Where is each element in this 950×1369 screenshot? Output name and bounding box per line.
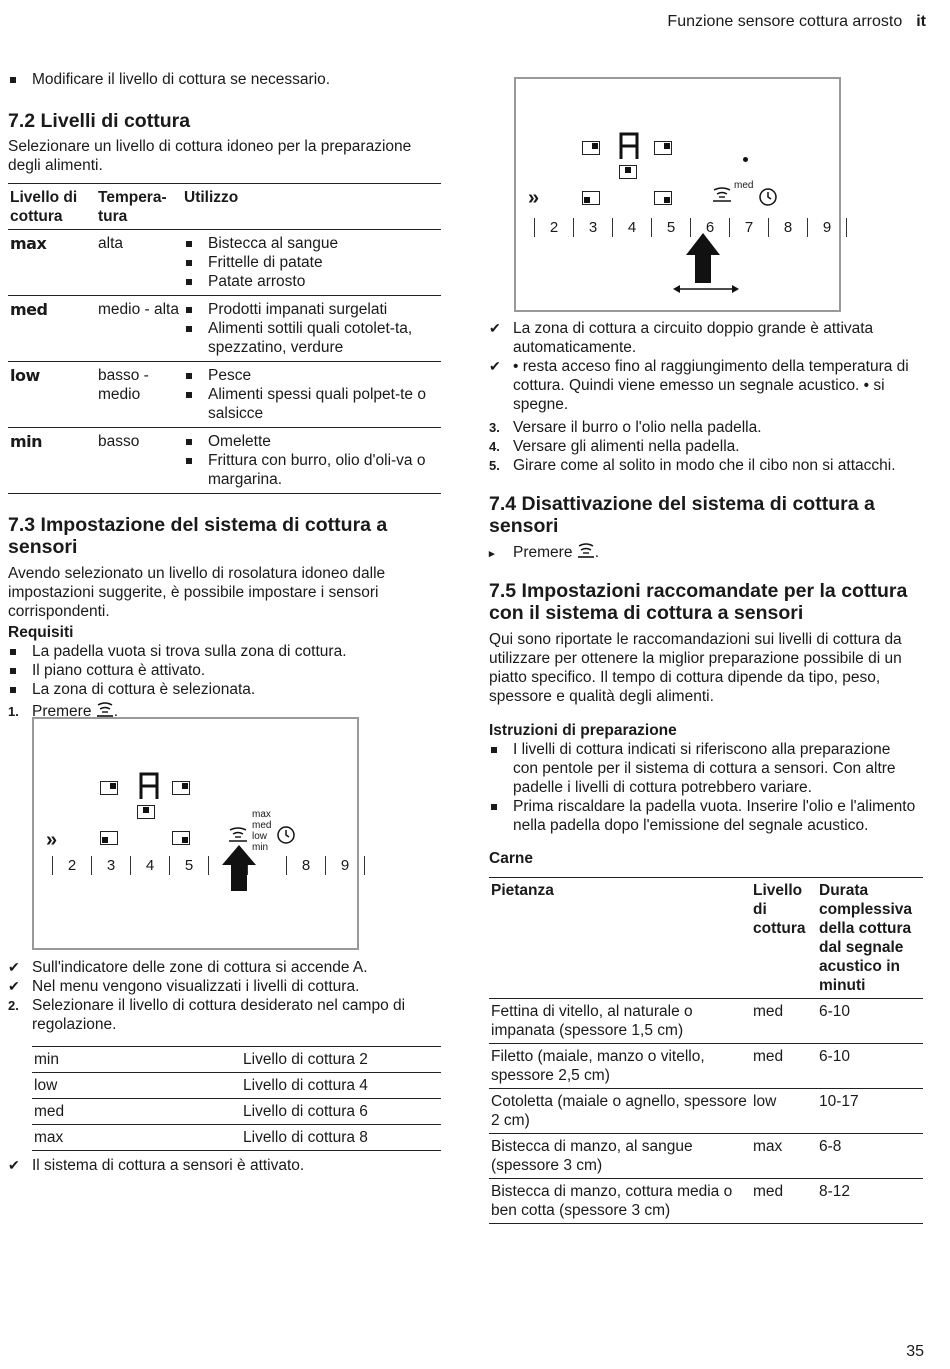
up-arrow-icon [684, 231, 722, 285]
result-item: ✔ • resta acceso fino al raggiungimento della temperatura di cottura. Quindi viene emesso un segnale acustico. • si spegne. [489, 358, 909, 413]
zone-indicator-icon [100, 831, 118, 845]
scale-step[interactable]: 5 [169, 856, 208, 875]
section-7-2-text: Selezionare un livello di cottura idoneo per la preparazione degli alimenti. [8, 138, 412, 174]
table-header-row: Livello di cottura Tempera-tura Utilizzo [8, 184, 441, 230]
table-row [8, 230, 441, 296]
scale-step[interactable]: 4 [130, 856, 169, 875]
sensor-cooking-icon [96, 702, 114, 718]
list-item: Alimenti spessi quali polpet-te o salsicce [184, 385, 441, 423]
zone-indicator-icon [619, 165, 637, 179]
header-lang: it [916, 13, 926, 30]
zone-indicator-icon [582, 141, 600, 155]
level-name: med [10, 300, 48, 319]
scale-step[interactable]: 2 [534, 218, 573, 237]
zone-indicator-icon [582, 191, 600, 205]
levels-table [8, 183, 441, 230]
scale-step[interactable]: 8 [768, 218, 807, 237]
scale-step[interactable]: 2 [52, 856, 91, 875]
indicator-dot-icon [743, 157, 748, 162]
result-item: ✔ Nel menu vengono visualizzati i livelli di cottura. [8, 978, 360, 995]
requirements-title: Requisiti [8, 624, 74, 641]
section-7-5-title: 7.5 Impostazioni raccomandate per la cottura con il sistema di cottura a sensori [489, 580, 908, 624]
scale-step[interactable]: 6 [690, 218, 729, 237]
header-title: Funzione sensore cottura arrosto [667, 13, 903, 30]
scale-step[interactable]: 9 [325, 856, 364, 875]
control-panel-diagram-1 [32, 717, 359, 950]
scale-step[interactable]: 7 [729, 218, 768, 237]
list-item: Patate arrosto [184, 272, 441, 291]
zone-indicator-icon [654, 141, 672, 155]
section-7-3-text: Avendo selezionato un livello di rosolatura idoneo dalle impostazioni suggerite, è possibile impostare i sensori corrispondenti. [8, 565, 386, 620]
section-7-4-title: 7.4 Disattivazione del sistema di cottura a sensori [489, 493, 875, 537]
list-item: Frittelle di patate [184, 253, 441, 272]
list-item: Pesce [184, 366, 441, 385]
temperature-cell: alta [98, 235, 123, 252]
level-menu: max med low min [252, 809, 272, 853]
section-7-2-title: 7.2 Livelli di cottura [8, 110, 191, 132]
list-item: Frittura con burro, olio d'oli-va o margarina. [184, 451, 441, 489]
level-name: max [10, 234, 47, 253]
section-7-3-title: 7.3 Impostazione del sistema di cottura a sensori [8, 514, 388, 558]
table-row [8, 362, 441, 428]
result-item: ✔ Sull'indicatore delle zone di cottura si accende A. [8, 959, 368, 976]
table-row [8, 428, 441, 494]
list-item: Il piano cottura è attivato. [8, 661, 440, 680]
prep-title: Istruzioni di preparazione [489, 722, 677, 739]
level-menu-med: med [734, 180, 754, 191]
table-row: Bistecca di manzo, cottura media o ben cotta (spessore 3 cm) med 8-12 [489, 1179, 923, 1224]
zone-indicator-icon [654, 191, 672, 205]
page-number: 35 [906, 1343, 924, 1360]
table-row: min Livello di cottura 2 [32, 1047, 441, 1073]
scale-step[interactable]: 4 [612, 218, 651, 237]
temperature-cell: medio - alta [98, 301, 179, 318]
zone-indicator-icon [172, 781, 190, 795]
scale-step[interactable]: 5 [651, 218, 690, 237]
temperature-cell: basso - medio [98, 367, 149, 403]
table-row: Filetto (maiale, manzo o vitello, spessore 2,5 cm) med 6-10 [489, 1044, 923, 1089]
sensor-cooking-icon [228, 827, 248, 843]
list-item: I livelli di cottura indicati si riferiscono alla preparazione con pentole per il sistema di cottura a sensori. Con altre padelle i livelli di cottura potrebbero variare. [489, 740, 917, 797]
control-scale[interactable] [52, 856, 365, 875]
running-header [667, 12, 926, 31]
double-chevron-icon: » [528, 187, 540, 209]
table-row: Fettina di vitello, al naturale o impanata (spessore 1,5 cm) med 6-10 [489, 999, 923, 1044]
steps-list [489, 418, 917, 475]
table-row: Bistecca di manzo, al sangue (spessore 3 cm) max 6-8 [489, 1134, 923, 1179]
right-column [489, 319, 917, 1224]
list-item: Prodotti impanati surgelati [184, 300, 441, 319]
result-item: ✔ Il sistema di cottura a sensori è attivato. [8, 1157, 305, 1174]
table-row: med Livello di cottura 6 [32, 1099, 441, 1125]
timer-icon [758, 187, 778, 207]
display-a-icon [138, 771, 160, 801]
scale-step[interactable]: 9 [807, 218, 846, 237]
list-item: La padella vuota si trova sulla zona di cottura. [8, 642, 440, 661]
level-name: low [10, 366, 40, 385]
table-row: Cotoletta (maiale o agnello, spessore 2 cm) low 10-17 [489, 1089, 923, 1134]
meat-table [489, 877, 923, 1224]
list-item: Prima riscaldare la padella vuota. Inserire l'olio e l'alimento nella padella dopo l'emissione del segnale acustico. [489, 797, 917, 835]
table-row [8, 296, 441, 362]
step-item: 5. Girare come al solito in modo che il cibo non si attacchi. [489, 457, 896, 474]
up-arrow-icon [220, 843, 258, 893]
step-2: 2. Selezionare il livello di cottura desiderato nel campo di regolazione. [8, 997, 406, 1033]
swipe-arrow-icon [672, 283, 740, 295]
levels-rows [8, 230, 440, 494]
scale-step[interactable]: 3 [91, 856, 130, 875]
double-chevron-icon: » [46, 829, 58, 851]
control-panel-diagram-2 [514, 77, 841, 312]
zone-indicator-icon [137, 805, 155, 819]
result-item: ✔ La zona di cottura a circuito doppio grande è attivata automaticamente. [489, 320, 874, 356]
sensor-cooking-icon [712, 187, 732, 203]
list-item: Bistecca al sangue [184, 234, 441, 253]
display-a-icon [618, 131, 640, 161]
list-item: La zona di cottura è selezionata. [8, 680, 440, 699]
list-item: Omelette [184, 432, 441, 451]
table-row: low Livello di cottura 4 [32, 1073, 441, 1099]
zone-indicator-icon [172, 831, 190, 845]
level-name: min [10, 432, 43, 451]
list-item: Alimenti sottili quali cotolet-ta, spezzatino, verdure [184, 319, 441, 357]
zone-indicator-icon [100, 781, 118, 795]
temperature-cell: basso [98, 433, 140, 450]
scale-step[interactable]: 3 [573, 218, 612, 237]
table-row: max Livello di cottura 8 [32, 1125, 441, 1151]
scale-step[interactable]: 8 [286, 856, 325, 875]
timer-icon [276, 825, 296, 845]
sensor-cooking-icon [577, 543, 595, 559]
left-bottom [8, 958, 440, 1175]
settings-table [32, 1046, 441, 1151]
left-column [8, 70, 440, 721]
action-item: ▸ Premere . [489, 544, 600, 561]
list-item: Modificare il livello di cottura se necessario. [8, 70, 440, 89]
step-item: 3. Versare il burro o l'olio nella padella. [489, 419, 762, 436]
step-item: 4. Versare gli alimenti nella padella. [489, 438, 740, 455]
section-7-5-text: Qui sono riportate le raccomandazioni sui livelli di cottura da utilizzare per ottenere la miglior preparazione possibile di un piatto specifico. Il tempo di cottura dipende da tipo, peso, spessore e qualità degli alimenti. [489, 631, 902, 705]
meat-title: Carne [489, 850, 533, 867]
table-header-row: Pietanza Livello di cottura Durata complessiva della cottura dal segnale acustico in minuti [489, 878, 923, 999]
step-1: 1. Premere . [8, 703, 119, 720]
